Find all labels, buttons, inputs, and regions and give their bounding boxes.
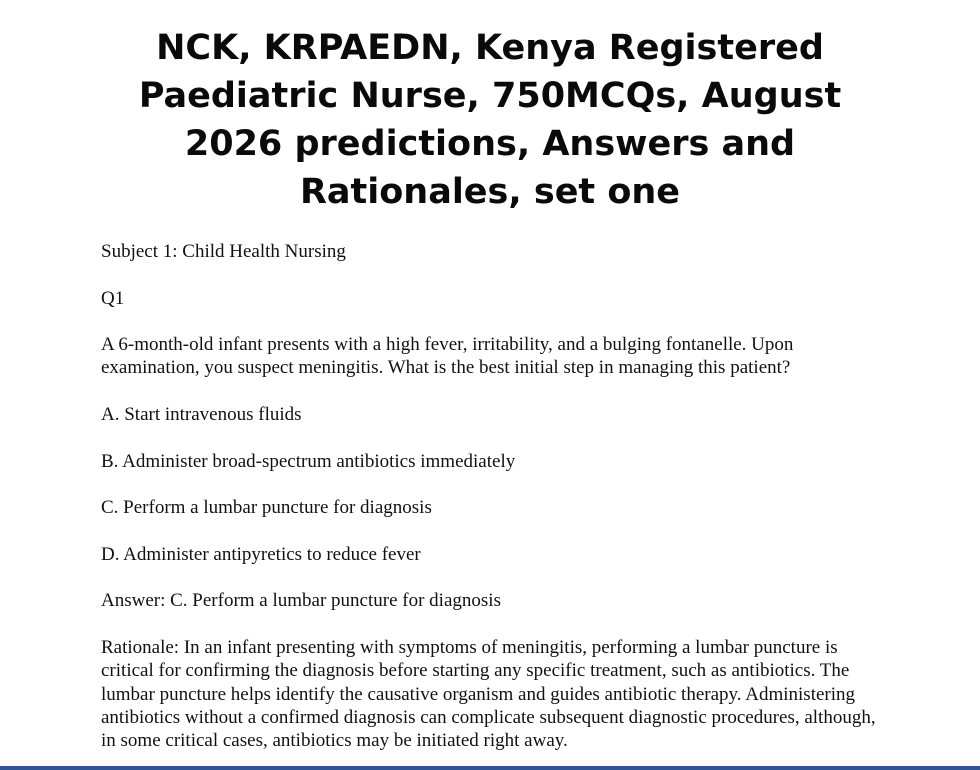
option-b: B. Administer broad-spectrum antibiotics immediately bbox=[101, 450, 516, 472]
document-title: NCK, KRPAEDN, Kenya Registered Paediatric Nurse, 750MCQs, August 2026 predictions, Answers and Rationales, set one bbox=[138, 28, 842, 212]
option-a: A. Start intravenous fluids bbox=[101, 404, 302, 426]
question-text: A 6-month-old infant presents with a high fever, irritability, and a bulging fontanelle. Upon examination, you suspect meningitis. What is the best initial step in managing this patient? bbox=[101, 334, 794, 379]
rationale-paragraph: Rationale: In an infant presenting with symptoms of meningitis, performing a lumbar puncture is critical for confirming the diagnosis before starting any specific treatment, such as antibiotics. The lumbar puncture helps identify the causative organism and guides antibiotic therapy. Administering antibiotics without a confirmed diagnosis can complicate subsequent diagnostic procedures, although, in some critical cases, antibiotics may be initiated right away. bbox=[101, 637, 876, 752]
answer-line: Answer: C. Perform a lumbar puncture for diagnosis bbox=[101, 590, 501, 612]
page-bottom-border bbox=[0, 766, 980, 770]
document-body bbox=[101, 240, 891, 766]
option-c: C. Perform a lumbar puncture for diagnosis bbox=[101, 497, 432, 519]
question-number: Q1 bbox=[101, 287, 125, 309]
option-d: D. Administer antipyretics to reduce fever bbox=[101, 543, 421, 565]
subject-heading: Subject 1: Child Health Nursing bbox=[101, 241, 346, 262]
